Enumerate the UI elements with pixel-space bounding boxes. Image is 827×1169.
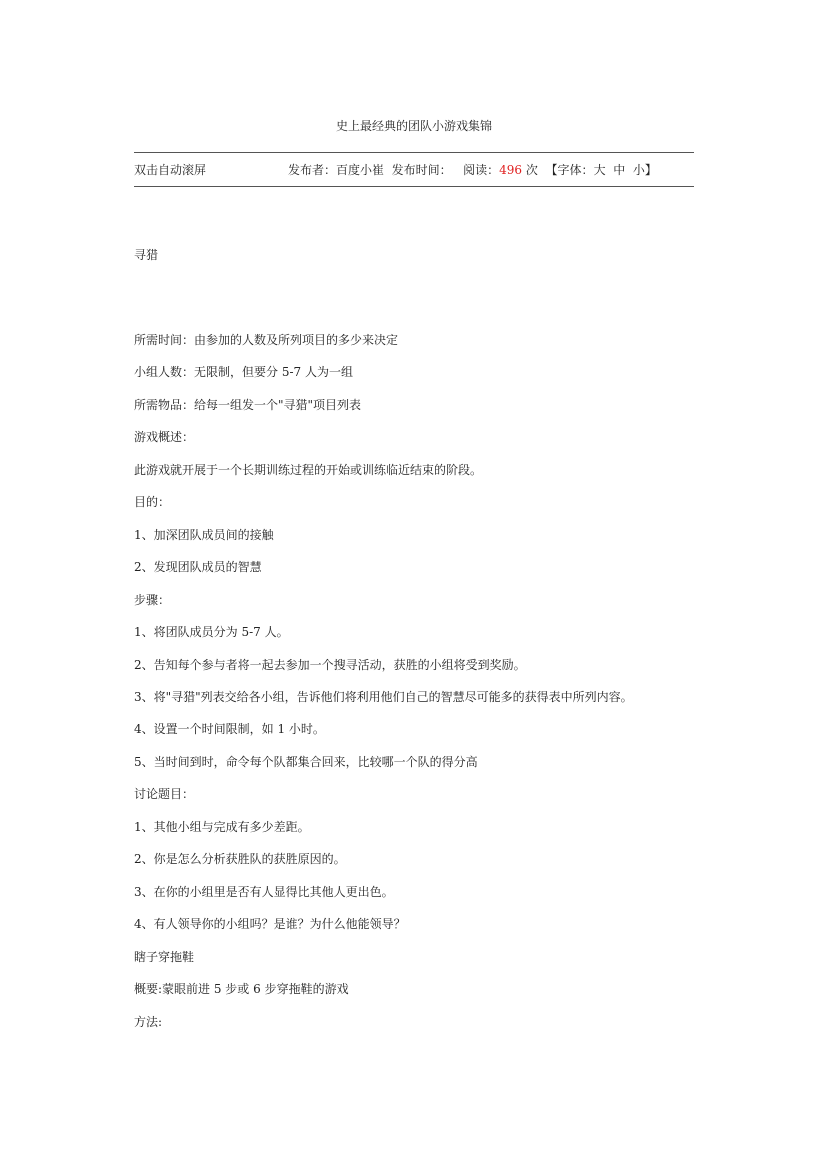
article-title: 史上最经典的团队小游戏集锦 [335,119,492,133]
body-line: 1、将团队成员分为 5-7 人。 [134,625,289,639]
auto-scroll-link[interactable]: 双击自动滚屏 [134,163,207,177]
body-line: 3、在你的小组里是否有人显得比其他人更出色。 [134,885,394,899]
body-line: 方法: [134,1015,163,1029]
publisher-label: 发布者： [288,163,337,177]
read-unit: 次 [525,163,538,177]
body-line: 5、当时间到时，命令每个队都集合回来，比较哪一个队的得分高 [134,755,478,769]
header-bottom-rule [134,186,694,187]
body-line: 游戏概述： [134,430,195,444]
body-line: 步骤： [134,593,171,607]
body-line: 所需时间：由参加的人数及所列项目的多少来决定 [134,333,399,347]
body-line: 4、设置一个时间限制，如 1 小时。 [134,722,325,736]
header-top-rule [134,152,694,153]
body-line: 3、将"寻猎"列表交给各小组，告诉他们将利用他们自己的智慧尽可能多的获得表中所列内容。 [134,690,633,704]
body-line: 瞎子穿拖鞋 [134,950,195,964]
article-info [288,161,657,179]
body-line: 讨论题目： [134,787,195,801]
read-label: 阅读： [463,163,500,177]
font-size-label-open: 【字体： [545,163,594,177]
font-small-button[interactable]: 小 [632,163,645,177]
body-line: 1、其他小组与完成有多少差距。 [134,820,310,834]
body-line: 目的： [134,495,171,509]
body-line: 概要:蒙眼前进 5 步或 6 步穿拖鞋的游戏 [134,982,349,996]
section-title: 寻猎 [134,248,159,262]
body-line: 4、有人领导你的小组吗？是谁？为什么他能领导？ [134,917,406,931]
body-line: 2、告知每个参与者将一起去参加一个搜寻活动，获胜的小组将受到奖励。 [134,658,526,672]
body-line: 2、发现团队成员的智慧 [134,560,262,574]
body-line: 此游戏就开展于一个长期训练过程的开始或训练临近结束的阶段。 [134,463,483,477]
publisher-name: 百度小崔 [336,163,385,177]
body-line: 1、加深团队成员间的接触 [134,528,274,542]
body-line: 2、你是怎么分析获胜队的获胜原因的。 [134,852,346,866]
body-line: 小组人数：无限制，但要分 5-7 人为一组 [134,365,353,379]
read-count: 496 [499,163,523,177]
publish-time-label: 发布时间： [391,163,452,177]
font-size-label-close: 】 [644,163,657,177]
font-large-button[interactable]: 大 [593,163,606,177]
article-meta-bar [134,161,694,179]
body-line: 所需物品：给每一组发一个"寻猎"项目列表 [134,398,362,412]
font-medium-button[interactable]: 中 [613,163,626,177]
